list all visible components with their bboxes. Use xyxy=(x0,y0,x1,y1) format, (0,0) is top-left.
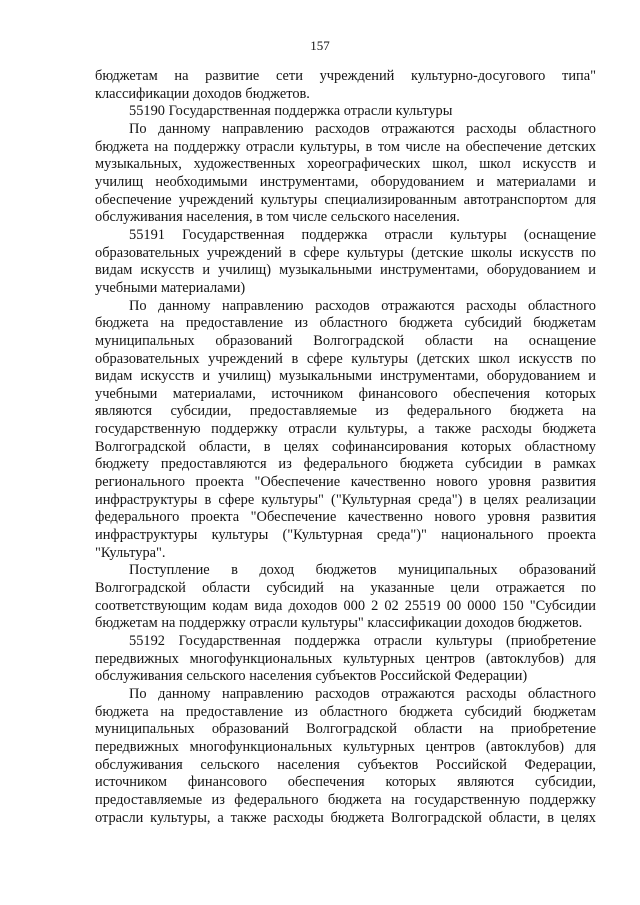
paragraph-55191-description: По данному направлению расходов отражаются расходы областного бюджета на предоставление из областного бюджета субсидий бюджетам муниципальных образований Волгоградской области на оснащение образовательных учреждений в сфере культуры (детских школ искусств по видам искусств и училищ) музыкальными инструментами, оборудованием и учебными материалами, источником финансового обеспечения которых являются субсидии, предоставляемые из федерального бюджета на государственную поддержку отрасли культуры, а также расходы бюджета Волгоградской области, в целях софинансирования которых областному бюджету предоставляются из федерального бюджета субсидии в рамках регионального проекта "Обеспечение качественно нового уровня развития инфраструктуры в сфере культуры" ("Культурная среда") в целях реализации федерального проекта "Обеспечение качественно нового уровня развития инфраструктуры культуры ("Культурная среда")" национального проекта "Культура". xyxy=(95,297,596,561)
paragraph-55190-description: По данному направлению расходов отражаются расходы областного бюджета на поддержку отрасли культуры, в том числе на обеспечение детских музыкальных, художественных хореографических школ, школ искусств и училищ необходимыми инструментами, оборудованием и материалами и обеспечение учреждений культуры специализированным автотранспортом для обслуживания населения, в том числе сельского населения. xyxy=(95,120,596,226)
paragraph-55192-description: По данному направлению расходов отражаются расходы областного бюджета на предоставление из областного бюджета субсидий бюджетам муниципальных образований Волгоградской области на приобретение передвижных многофункциональных культурных центров (автоклубов) для обслуживания сельского населения субъектов Российской Федерации, источником финансового обеспечения которых являются субсидии, предоставляемые из федерального бюджета на государственную поддержку отрасли культуры, а также расходы бюджета Волгоградской области, в целях xyxy=(95,685,596,826)
document-body xyxy=(95,68,596,827)
paragraph-55191-revenue: Поступление в доход бюджетов муниципальных образований Волгоградской области субсидий на указанные цели отражается по соответствующим кодам вида доходов 000 2 02 25519 00 0000 150 "Субсидии бюджетам на поддержку отрасли культуры" классификации доходов бюджетов. xyxy=(95,562,596,632)
paragraph-continuation: бюджетам на развитие сети учреждений культурно-досугового типа" классификации доходов бюджетов. xyxy=(95,68,596,102)
page-number: 157 xyxy=(310,38,330,53)
section-heading-55192: 55192 Государственная поддержка отрасли культуры (приобретение передвижных многофункциональных культурных центров (автоклубов) для обслуживания сельского населения субъектов Российской Федерации) xyxy=(95,633,596,685)
section-heading-55191: 55191 Государственная поддержка отрасли культуры (оснащение образовательных учреждений в сфере культуры (детские школы искусств по видам искусств и училищ) музыкальными инструментами, оборудованием и учебными материалами) xyxy=(95,226,596,296)
section-heading-55190: 55190 Государственная поддержка отрасли культуры xyxy=(129,103,453,120)
